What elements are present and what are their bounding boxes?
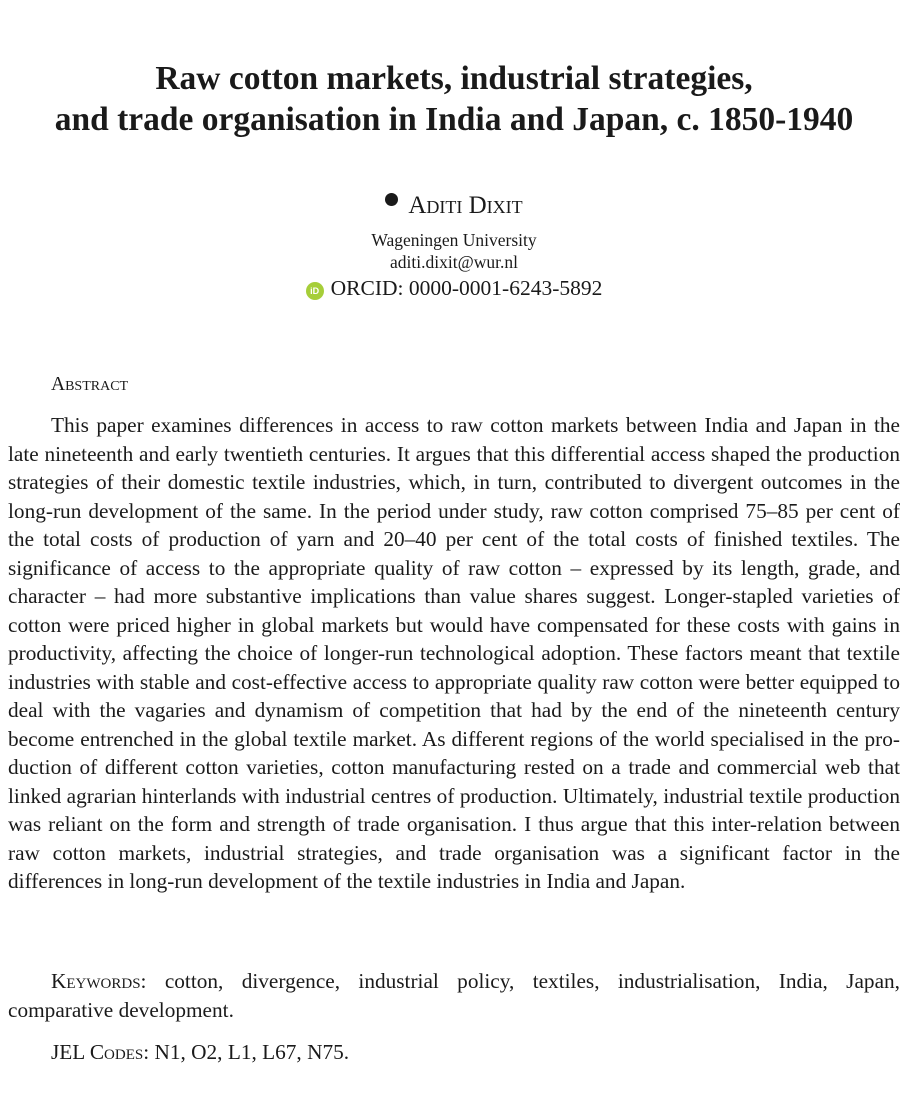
jel-codes-text: N1, O2, L1, L67, N75. [154, 1040, 350, 1064]
author-block [0, 190, 908, 222]
orcid-line[interactable] [0, 275, 908, 301]
keywords-line [8, 967, 900, 1025]
keywords-text: cotton, divergence, industrial policy, textiles, industrialisation, India, Japan, comparative development. [8, 969, 900, 1022]
paper-title-line-1: Raw cotton markets, industrial strategies, [155, 60, 753, 97]
abstract-text: This paper examines differences in access to raw cotton markets between India and Japan in the late nineteenth and early twentieth centuries. It argues that this differential access shaped the production strategies of their domestic textile industries, which, in turn, contributed to divergent outcomes in the long-run development of the same. In the period under study, raw cotton comprised 75–85 per cent of the total costs of production of yarn and 20–40 per cent of the total costs of finished textiles. The significance of access to the appropriate quality of raw cotton – expressed by its length, grade, and character – had more substantive implications than value shares suggest. Longer-stapled varieties of cotton were priced higher in global markets but would have compensated for these costs with gains in productivity, affecting the choice of longer-run technological adoption. These factors meant that textile industries with stable and cost-effective access to appropriate quality raw cotton were better equipped to deal with the vagaries and dynamism of competition that had by the end of the nineteenth century become entrenched in the global textile market. As different regions of the world specialised in the production of different cotton varieties, cotton manufacturing rested on a trade and commercial web that linked agrarian hinterlands with industrial centres of production. Ultimately, industrial textile production was reliant on the form and strength of trade organisation. I thus argue that this inter-relation between raw cotton markets, industrial strategies, and trade organisation was a significant factor in the differences in long-run development of the textile industries in India and Japan. [8, 413, 900, 893]
jel-codes-line [8, 1038, 900, 1067]
author-name: Aditi Dixit [408, 192, 523, 219]
bullet-icon [385, 193, 398, 206]
paper-title-line-2: and trade organisation in India and Japan, c. 1850-1940 [54, 101, 854, 138]
orcid-label: ORCID: [330, 276, 404, 300]
author-email[interactable]: aditi.dixit@wur.nl [390, 252, 518, 272]
paper-title [0, 58, 908, 140]
abstract-heading: Abstract [51, 374, 129, 395]
orcid-icon: iD [306, 282, 324, 300]
author-affiliation: Wageningen University [371, 230, 537, 250]
keywords-label: Keywords: [51, 969, 147, 993]
jel-codes-label: JEL Codes: [51, 1040, 150, 1064]
orcid-id: 0000-0001-6243-5892 [408, 276, 603, 300]
